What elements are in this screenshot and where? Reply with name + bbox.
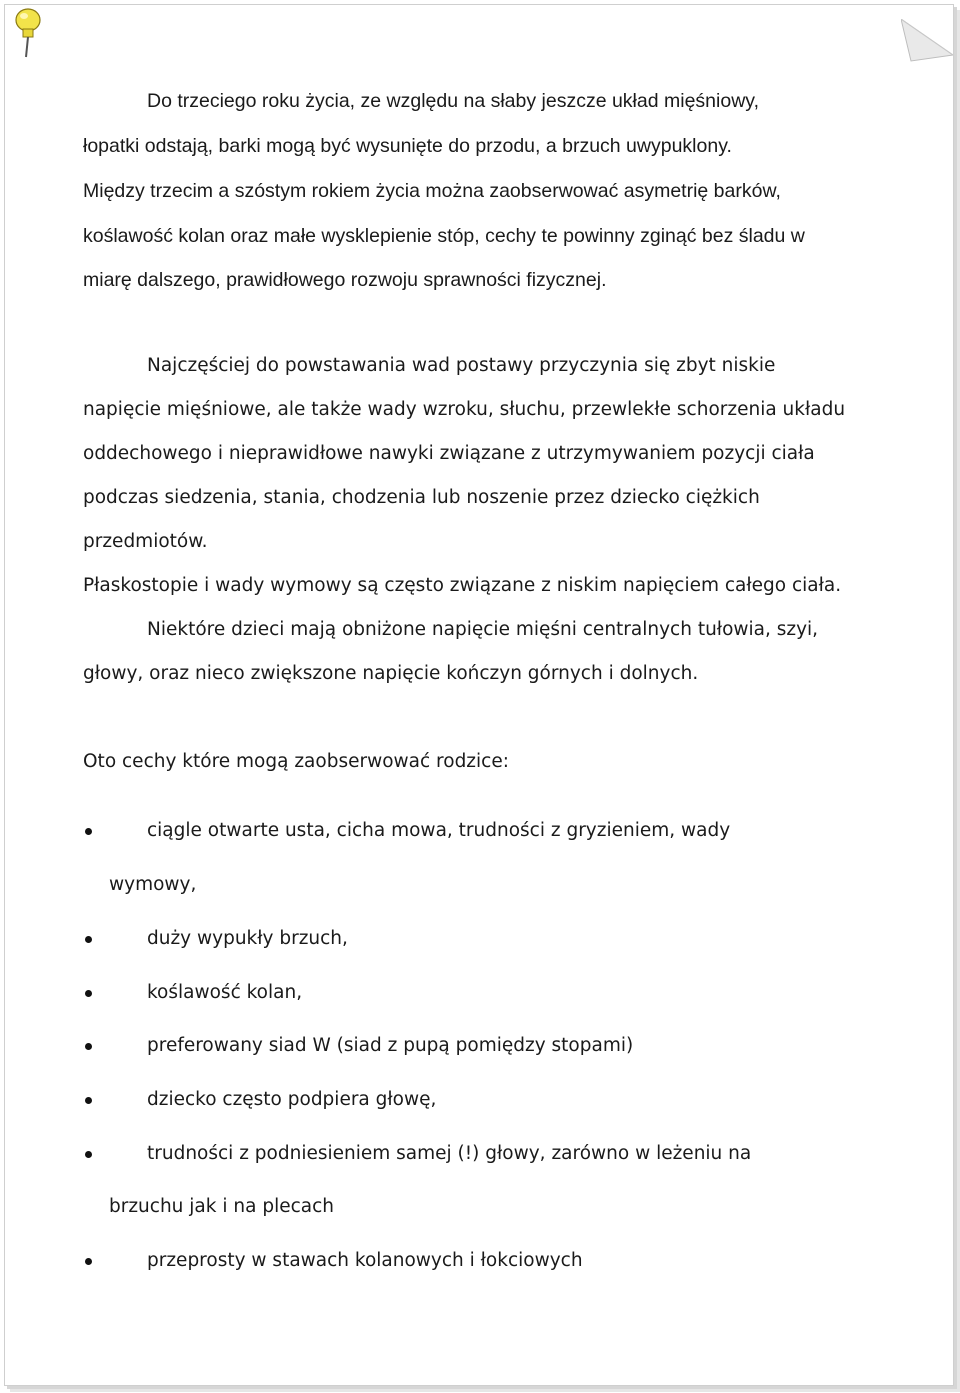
paragraph2-line-1: Najczęściej do powstawania wad postawy przyczynia się zbyt niskie (147, 355, 776, 376)
list-item: duży wypukły brzuch, (147, 928, 348, 949)
paragraph2-line-3: oddechowego i nieprawidłowe nawyki związane z utrzymywaniem pozycji ciała (83, 443, 815, 464)
bullet-icon (85, 990, 92, 997)
bullet-icon (85, 1258, 92, 1265)
paragraph1-line-3: Między trzecim a szóstym rokiem życia można zaobserwować asymetrię barków, (83, 180, 781, 202)
list-item-continuation: wymowy, (109, 874, 197, 895)
paragraph1-line-4: koślawość kolan oraz małe wysklepienie stóp, cechy te powinny zginąć bez śladu w (83, 225, 805, 247)
bullet-icon (85, 1097, 92, 1104)
paragraph2-line-4: podczas siedzenia, stania, chodzenia lub noszenie przez dziecko ciężkich (83, 487, 760, 508)
folded-corner-icon (901, 19, 953, 65)
pushpin-icon (7, 7, 47, 59)
paragraph1-line-1: Do trzeciego roku życia, ze względu na słaby jeszcze układ mięśniowy, (147, 90, 759, 112)
bullet-icon (85, 1043, 92, 1050)
bullet-icon (85, 828, 92, 835)
list-heading: Oto cechy które mogą zaobserwować rodzice: (83, 751, 509, 772)
list-item: preferowany siad W (siad z pupą pomiędzy stopami) (147, 1035, 634, 1056)
bullet-icon (85, 936, 92, 943)
paragraph1-line-2: łopatki odstają, barki mogą być wysunięte do przodu, a brzuch uwypuklony. (83, 135, 732, 157)
paragraph4-line-2: głowy, oraz nieco zwiększone napięcie kończyn górnych i dolnych. (83, 663, 699, 684)
list-item-continuation: brzuchu jak i na plecach (109, 1196, 334, 1217)
paragraph2-line-5: przedmiotów. (83, 531, 208, 552)
paragraph3: Płaskostopie i wady wymowy są często związane z niskim napięciem całego ciała. (83, 575, 842, 596)
paragraph4-line-1: Niektóre dzieci mają obniżone napięcie mięśni centralnych tułowia, szyi, (147, 619, 819, 640)
list-item: dziecko często podpiera głowę, (147, 1089, 437, 1110)
list-item: trudności z podniesieniem samej (!) głowy, zarówno w leżeniu na (147, 1143, 752, 1164)
paragraph2-line-2: napięcie mięśniowe, ale także wady wzroku, słuchu, przewlekłe schorzenia układu (83, 399, 846, 420)
list-item: ciągle otwarte usta, cicha mowa, trudności z gryzieniem, wady (147, 820, 731, 841)
document-page (4, 4, 954, 1386)
list-item: przeprosty w stawach kolanowych i łokciowych (147, 1250, 583, 1271)
list-item: koślawość kolan, (147, 982, 303, 1003)
paragraph1-line-5: miarę dalszego, prawidłowego rozwoju sprawności fizycznej. (83, 269, 607, 291)
bullet-icon (85, 1151, 92, 1158)
